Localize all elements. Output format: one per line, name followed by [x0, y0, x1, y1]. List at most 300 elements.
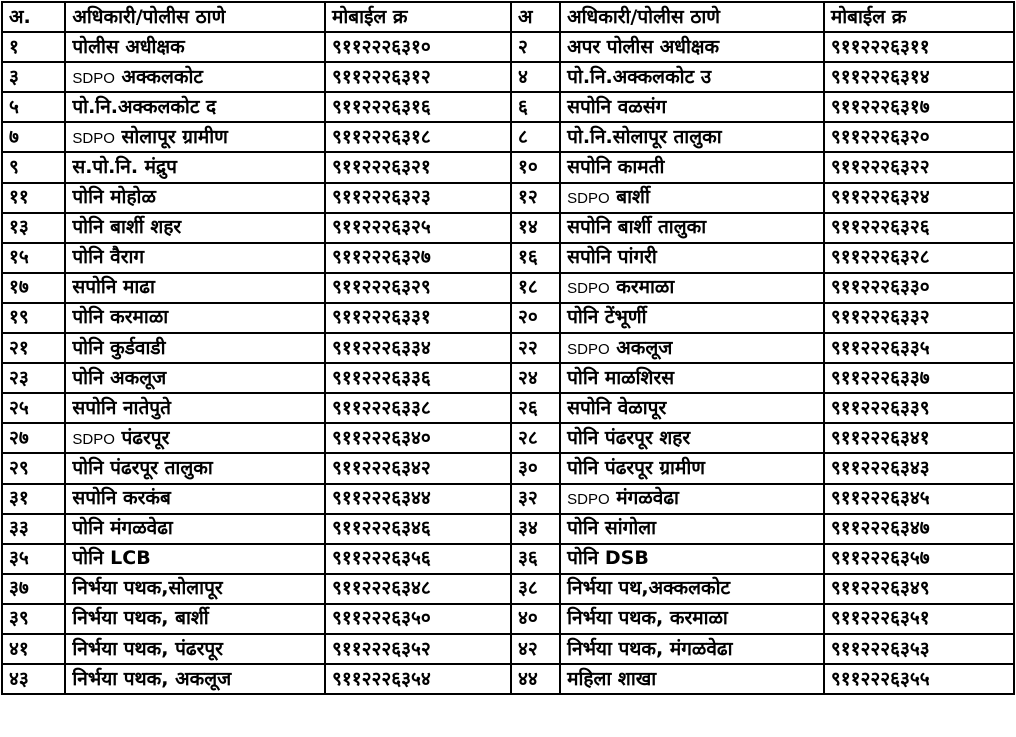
cell-mobile-left [325, 664, 511, 694]
cell-text: १२ [518, 186, 538, 209]
table-row [2, 453, 1014, 483]
cell-office-left [65, 213, 325, 243]
cell-text: सोलापूर ग्रामीण [121, 125, 228, 148]
cell-serial-right [511, 62, 560, 92]
cell-text: ३० [518, 456, 538, 479]
cell-serial-right [511, 303, 560, 333]
cell-mobile-left [325, 122, 511, 152]
cell-text: ९११२२२६३२५ [332, 216, 431, 239]
table-row [2, 423, 1014, 453]
cell-serial-left [2, 273, 65, 303]
cell-text: निर्भया पथक, मंगळवेढा [567, 637, 733, 660]
cell-text: ४१ [9, 637, 29, 660]
cell-text: १० [518, 156, 538, 179]
cell-text: पोनि कुर्डवाडी [72, 336, 166, 359]
cell-text: ४२ [518, 637, 538, 660]
cell-office-right [560, 393, 824, 423]
cell-mobile-left [325, 484, 511, 514]
cell-office-left [65, 122, 325, 152]
cell-text: ९११२२२६३३५ [830, 336, 930, 359]
table-row [2, 634, 1014, 664]
cell-office-right [560, 544, 824, 574]
cell-mobile-right [824, 92, 1014, 122]
cell-text: ९११२२२६३४५ [830, 487, 930, 510]
cell-text: ३७ [9, 577, 29, 600]
cell-office-right [560, 152, 824, 182]
cell-text: ९११२२२६३४३ [830, 456, 930, 479]
cell-text: करमाळा [616, 276, 675, 299]
cell-office-right [560, 243, 824, 273]
cell-text: पो.नि.सोलापूर तालुका [567, 125, 722, 148]
table-row [2, 574, 1014, 604]
cell-text: ९११२२२६३१७ [830, 95, 930, 118]
cell-text: पोनि सांगोला [567, 517, 657, 540]
cell-mobile-right [824, 243, 1014, 273]
cell-serial-left [2, 122, 65, 152]
cell-serial-left [2, 423, 65, 453]
cell-serial-right [511, 333, 560, 363]
office-prefix: SDPO [72, 430, 115, 448]
cell-text: ११ [9, 186, 29, 209]
cell-text: स.पो.नि. मंद्रुप [72, 156, 177, 179]
cell-text: ९११२२२६३३७ [830, 366, 930, 389]
cell-serial-right [511, 213, 560, 243]
cell-mobile-right [824, 634, 1014, 664]
cell-text: ९११२२२६३५१ [830, 607, 930, 630]
office-prefix: SDPO [567, 340, 610, 358]
cell-serial-right [511, 32, 560, 62]
cell-office-right [560, 634, 824, 664]
cell-text: ९११२२२६३४० [332, 426, 431, 449]
cell-text: ७ [9, 125, 19, 148]
cell-mobile-left [325, 92, 511, 122]
cell-text: १५ [9, 246, 29, 269]
cell-serial-left [2, 303, 65, 333]
cell-text: ९११२२२६३४८ [332, 577, 431, 600]
cell-serial-right [511, 122, 560, 152]
cell-office-left [65, 273, 325, 303]
cell-text: निर्भया पथक, करमाळा [567, 607, 728, 630]
cell-text: ५ [9, 95, 19, 118]
cell-serial-right [511, 183, 560, 213]
cell-office-left [65, 32, 325, 62]
cell-text: ३२ [518, 487, 538, 510]
cell-serial-left [2, 393, 65, 423]
cell-office-right [560, 664, 824, 694]
cell-text: ९११२२२६३३९ [830, 396, 930, 419]
table-row [2, 393, 1014, 423]
table-row [2, 333, 1014, 363]
cell-text: पोनि टेंभूर्णी [567, 306, 647, 329]
cell-serial-left [2, 62, 65, 92]
cell-text: ९११२२२६३२१ [332, 156, 431, 179]
cell-text: १४ [518, 216, 538, 239]
cell-mobile-left [325, 183, 511, 213]
cell-office-left [65, 183, 325, 213]
cell-mobile-right [824, 574, 1014, 604]
table-row [2, 484, 1014, 514]
cell-text: ९११२२२६३४६ [332, 517, 431, 540]
cell-mobile-right [824, 664, 1014, 694]
cell-text: सपोनि नातेपुते [72, 396, 171, 419]
cell-serial-right [511, 664, 560, 694]
cell-text: ३३ [9, 517, 29, 540]
cell-serial-left [2, 213, 65, 243]
cell-mobile-left [325, 423, 511, 453]
cell-text: २४ [518, 366, 538, 389]
cell-text: पोनि अकलूज [72, 366, 167, 389]
office-prefix: SDPO [567, 190, 610, 208]
cell-office-right [560, 273, 824, 303]
cell-text: निर्भया पथ,अक्कलकोट [567, 577, 731, 600]
cell-mobile-left [325, 243, 511, 273]
cell-serial-left [2, 604, 65, 634]
table-row [2, 122, 1014, 152]
cell-office-left [65, 152, 325, 182]
cell-serial-right [511, 92, 560, 122]
header-serial-left: अ. [2, 2, 65, 32]
table-row [2, 183, 1014, 213]
cell-office-right [560, 122, 824, 152]
cell-serial-right [511, 634, 560, 664]
header-office-right: अधिकारी/पोलीस ठाणे [560, 2, 824, 32]
police-contact-table [1, 1, 1015, 695]
header-mobile-left: मोबाईल क्र [325, 2, 511, 32]
table-row [2, 32, 1014, 62]
cell-text: पोनि LCB [72, 547, 151, 570]
cell-text: ९११२२२६३११ [830, 35, 930, 58]
cell-serial-right [511, 363, 560, 393]
cell-mobile-right [824, 62, 1014, 92]
cell-text: २ [518, 35, 528, 58]
cell-mobile-left [325, 634, 511, 664]
cell-text: ९११२२२६३१२ [332, 65, 431, 88]
cell-text: ६ [518, 95, 528, 118]
cell-text: ९११२२२६३३० [830, 276, 930, 299]
cell-text: निर्भया पथक, पंढरपूर [72, 637, 223, 660]
cell-text: १९ [9, 306, 29, 329]
cell-office-left [65, 514, 325, 544]
cell-text: ९११२२२६३३१ [332, 306, 431, 329]
cell-mobile-left [325, 152, 511, 182]
table-row [2, 62, 1014, 92]
cell-text: पोनि बार्शी शहर [72, 216, 182, 239]
cell-office-left [65, 574, 325, 604]
cell-text: ९११२२२६३३२ [830, 306, 930, 329]
cell-office-left [65, 363, 325, 393]
cell-text: पो.नि.अक्कलकोट उ [567, 65, 712, 88]
cell-serial-right [511, 453, 560, 483]
cell-text: सपोनि वळसंग [567, 95, 667, 118]
cell-text: २६ [518, 396, 538, 419]
cell-mobile-right [824, 213, 1014, 243]
cell-serial-left [2, 453, 65, 483]
cell-text: पोनि DSB [567, 547, 649, 570]
cell-text: ९११२२२६३१६ [332, 95, 431, 118]
cell-office-right [560, 604, 824, 634]
cell-text: ४ [518, 65, 528, 88]
cell-office-right [560, 363, 824, 393]
header-serial-right: अ [511, 2, 560, 32]
table-row [2, 514, 1014, 544]
cell-mobile-left [325, 453, 511, 483]
cell-mobile-left [325, 604, 511, 634]
cell-text: १ [9, 35, 19, 58]
cell-mobile-right [824, 122, 1014, 152]
cell-text: पोनि माळशिरस [567, 366, 675, 389]
cell-mobile-left [325, 393, 511, 423]
table-row [2, 604, 1014, 634]
cell-text: ३९ [9, 607, 29, 630]
cell-serial-left [2, 484, 65, 514]
cell-text: ९११२२२६३४७ [830, 517, 930, 540]
cell-office-left [65, 484, 325, 514]
cell-text: २३ [9, 366, 29, 389]
cell-text: ९११२२२६३१४ [830, 65, 930, 88]
table-row [2, 664, 1014, 694]
cell-text: १८ [518, 276, 538, 299]
cell-text: सपोनि पांगरी [567, 246, 657, 269]
cell-text: सपोनि करकंब [72, 487, 171, 510]
cell-text: ९११२२२६३४४ [332, 487, 431, 510]
cell-text: १३ [9, 216, 29, 239]
cell-text: ९११२२२६३५५ [830, 667, 930, 690]
cell-text: ९११२२२६३१० [332, 35, 431, 58]
cell-office-left [65, 393, 325, 423]
cell-mobile-left [325, 62, 511, 92]
cell-mobile-right [824, 333, 1014, 363]
cell-mobile-right [824, 393, 1014, 423]
cell-text: ९११२२२६३५६ [332, 547, 431, 570]
cell-text: ९११२२२६३२८ [830, 246, 930, 269]
cell-text: पो.नि.अक्कलकोट द [72, 95, 217, 118]
cell-text: ३६ [518, 547, 538, 570]
cell-text: ९११२२२६३२७ [332, 246, 431, 269]
cell-office-left [65, 664, 325, 694]
cell-mobile-left [325, 32, 511, 62]
cell-text: अपर पोलीस अधीक्षक [567, 35, 720, 58]
table-row [2, 213, 1014, 243]
cell-office-right [560, 423, 824, 453]
cell-text: मंगळवेढा [616, 487, 679, 510]
cell-text: ९११२२२६३२९ [332, 276, 431, 299]
cell-serial-right [511, 514, 560, 544]
cell-office-left [65, 333, 325, 363]
cell-text: सपोनि बार्शी तालुका [567, 216, 707, 239]
cell-office-left [65, 423, 325, 453]
cell-text: ४३ [9, 667, 29, 690]
cell-mobile-right [824, 484, 1014, 514]
table-row [2, 92, 1014, 122]
cell-text: ९११२२२६३४१ [830, 426, 930, 449]
cell-text: ९११२२२६३१८ [332, 125, 431, 148]
cell-serial-left [2, 664, 65, 694]
cell-office-right [560, 514, 824, 544]
cell-office-right [560, 213, 824, 243]
cell-text: ९११२२२६३५३ [830, 637, 930, 660]
cell-office-right [560, 32, 824, 62]
cell-mobile-right [824, 423, 1014, 453]
cell-text: निर्भया पथक, अकलूज [72, 667, 232, 690]
cell-serial-right [511, 544, 560, 574]
cell-serial-right [511, 484, 560, 514]
office-prefix: SDPO [72, 69, 115, 87]
cell-mobile-left [325, 333, 511, 363]
cell-office-right [560, 484, 824, 514]
cell-text: ८ [518, 125, 528, 148]
cell-serial-right [511, 393, 560, 423]
cell-serial-left [2, 514, 65, 544]
cell-text: ९११२२२६३३४ [332, 336, 431, 359]
cell-mobile-left [325, 363, 511, 393]
cell-office-left [65, 634, 325, 664]
cell-office-left [65, 62, 325, 92]
cell-text: पोनि पंढरपूर तालुका [72, 456, 213, 479]
cell-mobile-right [824, 363, 1014, 393]
cell-office-right [560, 453, 824, 483]
cell-serial-right [511, 423, 560, 453]
cell-text: ९११२२२६३२० [830, 125, 930, 148]
cell-serial-left [2, 544, 65, 574]
cell-mobile-left [325, 303, 511, 333]
table-row [2, 273, 1014, 303]
cell-text: ९११२२२६३२४ [830, 186, 930, 209]
cell-serial-right [511, 243, 560, 273]
office-prefix: SDPO [567, 491, 610, 509]
header-office-left: अधिकारी/पोलीस ठाणे [65, 2, 325, 32]
cell-office-right [560, 92, 824, 122]
cell-text: २७ [9, 426, 29, 449]
cell-office-right [560, 303, 824, 333]
cell-text: ९११२२२६३४२ [332, 456, 431, 479]
cell-mobile-right [824, 183, 1014, 213]
cell-text: ३८ [518, 577, 538, 600]
cell-text: ४४ [518, 667, 538, 690]
cell-text: ३ [9, 65, 19, 88]
cell-text: ९११२२२६३३६ [332, 366, 431, 389]
cell-text: ९११२२२६३५० [332, 607, 431, 630]
cell-serial-left [2, 634, 65, 664]
cell-serial-right [511, 574, 560, 604]
cell-text: पोनि वैराग [72, 246, 145, 269]
cell-serial-right [511, 152, 560, 182]
cell-office-left [65, 92, 325, 122]
cell-text: बार्शी [616, 186, 650, 209]
cell-text: पोनि पंढरपूर ग्रामीण [567, 456, 705, 479]
cell-office-left [65, 604, 325, 634]
cell-text: १७ [9, 276, 29, 299]
cell-mobile-left [325, 574, 511, 604]
cell-text: ३४ [518, 517, 538, 540]
cell-text: सपोनि माढा [72, 276, 155, 299]
cell-text: ९११२२२६३५७ [830, 547, 930, 570]
cell-serial-left [2, 333, 65, 363]
cell-serial-left [2, 574, 65, 604]
cell-text: सपोनि कामती [567, 156, 665, 179]
table-body [2, 32, 1014, 694]
header-mobile-right: मोबाईल क्र [824, 2, 1014, 32]
table-row [2, 152, 1014, 182]
cell-text: ३५ [9, 547, 29, 570]
cell-mobile-left [325, 213, 511, 243]
cell-serial-right [511, 604, 560, 634]
cell-text: अक्कलकोट [121, 65, 203, 88]
cell-mobile-right [824, 544, 1014, 574]
cell-text: २० [518, 306, 538, 329]
cell-text: २९ [9, 456, 29, 479]
cell-text: सपोनि वेळापूर [567, 396, 667, 419]
cell-text: ९११२२२६३२३ [332, 186, 431, 209]
cell-serial-left [2, 183, 65, 213]
cell-office-left [65, 243, 325, 273]
cell-text: ९११२२२६३२२ [830, 156, 930, 179]
office-prefix: SDPO [567, 280, 610, 298]
table-row [2, 243, 1014, 273]
cell-serial-left [2, 92, 65, 122]
cell-serial-left [2, 32, 65, 62]
cell-text: पोनि मंगळवेढा [72, 517, 173, 540]
cell-text: २५ [9, 396, 29, 419]
cell-mobile-right [824, 273, 1014, 303]
table-row [2, 363, 1014, 393]
cell-text: निर्भया पथक,सोलापूर [72, 577, 223, 600]
table-row [2, 544, 1014, 574]
cell-text: ९११२२२६३४९ [830, 577, 930, 600]
cell-text: अकलूज [616, 336, 673, 359]
cell-text: ९ [9, 156, 19, 179]
cell-office-right [560, 183, 824, 213]
cell-text: पोनि मोहोळ [72, 186, 156, 209]
cell-mobile-right [824, 152, 1014, 182]
table-row [2, 303, 1014, 333]
cell-serial-left [2, 152, 65, 182]
cell-mobile-right [824, 514, 1014, 544]
cell-text: महिला शाखा [567, 667, 657, 690]
cell-serial-right [511, 273, 560, 303]
cell-office-left [65, 453, 325, 483]
cell-serial-left [2, 243, 65, 273]
cell-office-right [560, 333, 824, 363]
cell-text: पोनि पंढरपूर शहर [567, 426, 691, 449]
cell-text: १६ [518, 246, 538, 269]
cell-text: २८ [518, 426, 538, 449]
cell-mobile-left [325, 544, 511, 574]
header-row [2, 2, 1014, 32]
cell-office-right [560, 574, 824, 604]
cell-text: २१ [9, 336, 29, 359]
cell-text: ९११२२२६३५४ [332, 667, 431, 690]
cell-mobile-right [824, 453, 1014, 483]
cell-text: ४० [518, 607, 538, 630]
cell-text: २२ [518, 336, 538, 359]
cell-mobile-left [325, 514, 511, 544]
cell-text: ९११२२२६३५२ [332, 637, 431, 660]
cell-text: ९११२२२६३३८ [332, 396, 431, 419]
cell-text: ९११२२२६३२६ [830, 216, 930, 239]
cell-text: पोनि करमाळा [72, 306, 169, 329]
cell-mobile-right [824, 303, 1014, 333]
cell-text: निर्भया पथक, बार्शी [72, 607, 209, 630]
cell-mobile-left [325, 273, 511, 303]
cell-office-left [65, 303, 325, 333]
cell-serial-left [2, 363, 65, 393]
office-prefix: SDPO [72, 129, 115, 147]
cell-mobile-right [824, 32, 1014, 62]
cell-office-right [560, 62, 824, 92]
cell-text: ३१ [9, 487, 29, 510]
cell-text: पोलीस अधीक्षक [72, 35, 185, 58]
cell-mobile-right [824, 604, 1014, 634]
